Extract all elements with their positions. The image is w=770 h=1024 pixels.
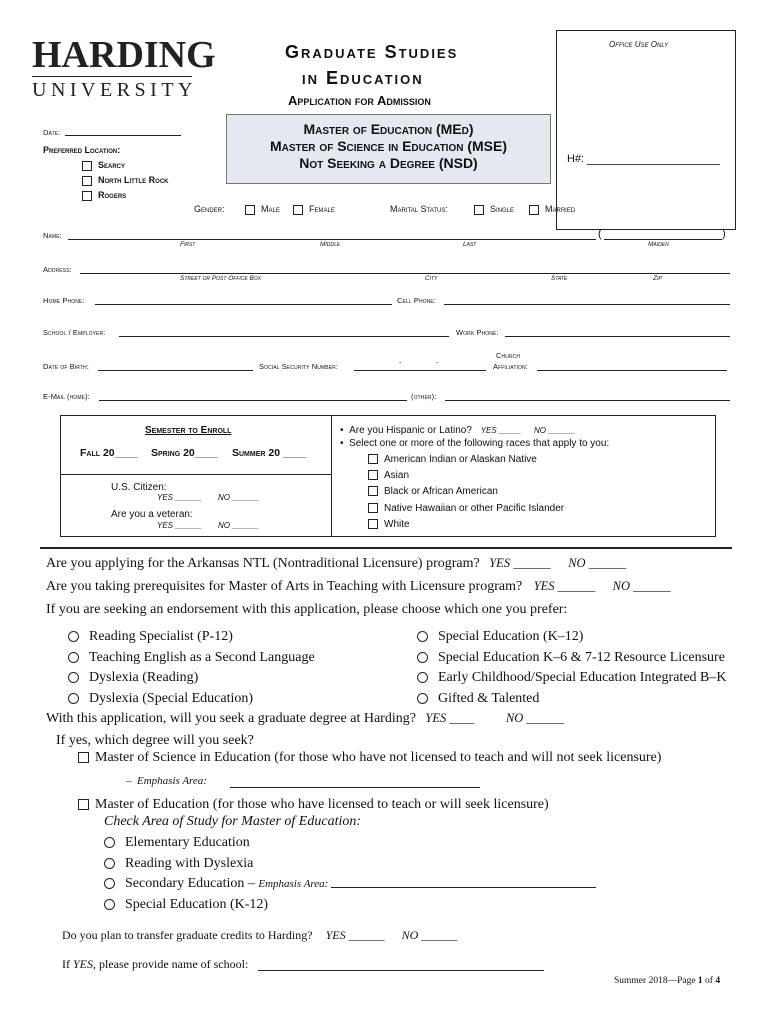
dob-label: Date of Birth: — [43, 362, 89, 371]
marital-single[interactable]: Single — [474, 204, 514, 215]
radio-icon[interactable] — [104, 858, 115, 869]
med-area-option[interactable]: Secondary Education – Emphasis Area: — [104, 874, 328, 895]
gender-female[interactable]: Female — [293, 204, 335, 215]
radio-icon[interactable] — [417, 672, 428, 683]
name-label: Name: — [43, 231, 62, 240]
med-area-option[interactable]: Special Education (K-12) — [104, 895, 328, 916]
office-use-box — [556, 30, 736, 230]
radio-icon[interactable] — [417, 652, 428, 663]
citizen-yes[interactable]: YES ______ — [157, 493, 202, 502]
home-phone-label: Home Phone: — [43, 296, 85, 305]
section-divider — [40, 547, 732, 549]
endorsement-question: If you are seeking an endorsement with this application, please choose which one you prefer: — [46, 602, 568, 617]
med-areas — [104, 833, 328, 915]
office-use-label: Office Use Only — [609, 40, 669, 49]
degree-type-box — [226, 114, 551, 184]
date-label: Date: — [43, 128, 61, 137]
degree-med: Master of Education (MEd) — [303, 121, 474, 137]
degree-nsd: Not Seeking a Degree (NSD) — [299, 155, 478, 171]
dob-field[interactable] — [98, 370, 253, 371]
semester-fall[interactable]: Fall 20____ — [80, 447, 138, 459]
mat-question: Are you taking prerequisites for Master of Arts in Teaching with Licensure program? YES ______ NO ______ — [46, 579, 671, 594]
citizen-no[interactable]: NO ______ — [218, 493, 259, 502]
title-application: Application for Admission — [288, 93, 431, 108]
gender-label: Gender: — [194, 204, 225, 214]
endorse-option[interactable]: Gifted & Talented — [417, 689, 726, 710]
med-area-option[interactable]: Elementary Education — [104, 833, 328, 854]
radio-icon[interactable] — [104, 837, 115, 848]
mse-option[interactable]: Master of Science in Education (for those who have not licensed to teach and will not seek licensure) — [78, 750, 661, 766]
endorse-option[interactable]: Dyslexia (Special Education) — [68, 689, 315, 710]
checkbox-icon[interactable] — [82, 176, 92, 186]
title-in-education: in Education — [302, 68, 424, 88]
ssn-field[interactable] — [354, 370, 486, 371]
maiden-paren-close: ) — [722, 228, 726, 240]
location-nlr[interactable]: North Little Rock — [82, 175, 169, 186]
hispanic-question: • Are you Hispanic or Latino? YES _____ NO ______ — [340, 425, 575, 436]
title-graduate-studies: Graduate Studies — [285, 42, 459, 62]
check-area-label: Check Area of Study for Master of Education: — [104, 814, 362, 829]
email-home-field[interactable] — [99, 400, 407, 401]
h-number-label: H#: — [567, 153, 585, 165]
seek-yes[interactable]: YES ____ — [425, 711, 475, 725]
secondary-emphasis-field[interactable] — [331, 887, 596, 888]
hispanic-yes[interactable]: YES _____ — [480, 426, 522, 435]
ssn-dash-2: - — [436, 360, 439, 367]
work-phone-label: Work Phone: — [456, 328, 499, 337]
marital-married[interactable]: Married — [529, 204, 575, 215]
endorse-option[interactable]: Early Childhood/Special Education Integrated B–K — [417, 668, 726, 689]
ssn-label: Social Security Number: — [259, 362, 338, 371]
semester-box — [60, 415, 332, 537]
cell-phone-label: Cell Phone: — [397, 296, 437, 305]
endorse-option[interactable]: Teaching English as a Second Language — [68, 648, 315, 669]
work-phone-field[interactable] — [505, 336, 730, 337]
ethnicity-box — [332, 415, 716, 537]
race-option[interactable]: Black or African American — [368, 486, 498, 497]
radio-icon[interactable] — [104, 878, 115, 889]
transfer-no[interactable]: NO ______ — [401, 928, 458, 942]
endorsement-options-right — [417, 627, 726, 709]
checkbox-icon[interactable] — [245, 205, 255, 215]
logo-line1: HARDING — [32, 34, 216, 76]
seek-degree-question: With this application, will you seek a graduate degree at Harding? YES ____ NO ______ — [46, 711, 564, 726]
veteran-no[interactable]: NO ______ — [218, 521, 259, 530]
preferred-location-label: Preferred Location: — [43, 145, 121, 155]
maiden-paren-open: ( — [598, 228, 602, 240]
bullet-icon: • — [340, 425, 350, 436]
radio-icon[interactable] — [417, 693, 428, 704]
ntl-question: Are you applying for the Arkansas NTL (Nontraditional Licensure) program? YES ______ NO ______ — [46, 556, 627, 571]
degree-mse: Master of Science in Education (MSE) — [269, 138, 508, 154]
gender-male[interactable]: Male — [245, 204, 280, 215]
checkbox-icon[interactable] — [368, 503, 378, 513]
checkbox-icon[interactable] — [529, 205, 539, 215]
middle-sublabel: Middle — [320, 241, 341, 248]
first-sublabel: First — [180, 241, 196, 248]
ntl-yes[interactable]: YES ______ — [489, 556, 551, 570]
page-footer: Summer 2018—Page 1 of 4 — [614, 976, 721, 986]
race-option[interactable]: Native Hawaiian or other Pacific Islander — [368, 503, 564, 514]
radio-icon[interactable] — [68, 652, 79, 663]
email-label: E-Mail (home): — [43, 392, 90, 401]
address-label: Address: — [43, 265, 72, 274]
city-sublabel: City — [425, 275, 438, 282]
veteran-yes[interactable]: YES ______ — [157, 521, 202, 530]
endorse-option[interactable]: Reading Specialist (P-12) — [68, 627, 315, 648]
semester-summer[interactable]: Summer 20 ____ — [232, 447, 307, 459]
race-option[interactable]: American Indian or Alaskan Native — [368, 454, 537, 465]
street-sublabel: Street or Post Office Box — [180, 275, 262, 282]
mat-no[interactable]: NO ______ — [612, 579, 671, 593]
ssn-dash-1: - — [399, 360, 402, 367]
location-rogers[interactable]: Rogers — [82, 190, 126, 201]
bullet-icon: • — [340, 438, 350, 449]
email-other-field[interactable] — [445, 400, 730, 401]
citizen-label: U.S. Citizen: — [111, 482, 167, 493]
h-number-field[interactable] — [587, 164, 720, 165]
church-label-2: Affiliation: — [493, 362, 528, 371]
location-searcy[interactable]: Searcy — [82, 160, 125, 171]
church-label-1: Church — [496, 351, 521, 360]
state-sublabel: State — [551, 275, 568, 282]
checkbox-icon[interactable] — [82, 161, 92, 171]
seek-no[interactable]: NO ______ — [505, 711, 564, 725]
checkbox-icon[interactable] — [78, 799, 89, 810]
checkbox-icon[interactable] — [368, 454, 378, 464]
checkbox-icon[interactable] — [368, 519, 378, 529]
endorse-option[interactable]: Special Education K–6 & 7-12 Resource Licensure — [417, 648, 726, 669]
home-phone-field[interactable] — [95, 304, 392, 305]
checkbox-icon[interactable] — [293, 205, 303, 215]
transfer-yes[interactable]: YES ______ — [325, 928, 385, 942]
logo-line2: UNIVERSITY — [32, 79, 197, 101]
which-degree-question: If yes, which degree will you seek? — [56, 733, 254, 748]
race-option[interactable]: White — [368, 519, 410, 530]
school-name-question: If YES, please provide name of school: — [62, 957, 249, 971]
semester-spring[interactable]: Spring 20____ — [151, 447, 219, 459]
maiden-sublabel: Maiden — [648, 241, 669, 248]
church-field[interactable] — [537, 370, 727, 371]
mse-emphasis: – Emphasis Area: — [126, 775, 207, 787]
checkbox-icon[interactable] — [474, 205, 484, 215]
school-label: School / Employer: — [43, 328, 106, 337]
last-sublabel: Last — [463, 241, 477, 248]
endorsement-options-left — [68, 627, 315, 709]
med-area-option[interactable]: Reading with Dyslexia — [104, 854, 328, 875]
school-field[interactable] — [119, 336, 449, 337]
checkbox-icon[interactable] — [368, 470, 378, 480]
zip-sublabel: Zip — [653, 275, 662, 282]
semester-divider — [61, 474, 331, 475]
mat-yes[interactable]: YES ______ — [533, 579, 596, 593]
cell-phone-field[interactable] — [444, 304, 730, 305]
races-prompt: • Select one or more of the following races that apply to you: — [340, 438, 610, 449]
endorse-option[interactable]: Dyslexia (Reading) — [68, 668, 315, 689]
radio-icon[interactable] — [417, 631, 428, 642]
address-field[interactable] — [80, 273, 730, 274]
email-other-label: (other): — [411, 392, 437, 401]
mse-emphasis-field[interactable] — [230, 787, 480, 788]
veteran-label: Are you a veteran: — [111, 509, 193, 520]
radio-icon[interactable] — [68, 672, 79, 683]
school-name-field[interactable] — [258, 970, 544, 971]
harding-logo — [32, 34, 216, 101]
radio-icon[interactable] — [68, 631, 79, 642]
transfer-question: Do you plan to transfer graduate credits to Harding? YES ______ NO ______ — [62, 928, 458, 942]
ntl-no[interactable]: NO ______ — [568, 556, 627, 570]
semester-title: Semester to Enroll — [145, 425, 232, 436]
marital-label: Marital Status: — [390, 204, 448, 214]
radio-icon[interactable] — [104, 899, 115, 910]
checkbox-icon[interactable] — [82, 191, 92, 201]
checkbox-icon[interactable] — [368, 486, 378, 496]
med-option[interactable]: Master of Education (for those who have licensed to teach or will seek licensure) — [78, 797, 549, 813]
hispanic-no[interactable]: NO ______ — [533, 426, 575, 435]
maiden-name-field[interactable] — [604, 239, 722, 240]
date-field[interactable] — [65, 135, 181, 136]
radio-icon[interactable] — [68, 693, 79, 704]
endorse-option[interactable]: Special Education (K–12) — [417, 627, 726, 648]
checkbox-icon[interactable] — [78, 752, 89, 763]
name-field[interactable] — [68, 239, 596, 240]
race-option[interactable]: Asian — [368, 470, 409, 481]
